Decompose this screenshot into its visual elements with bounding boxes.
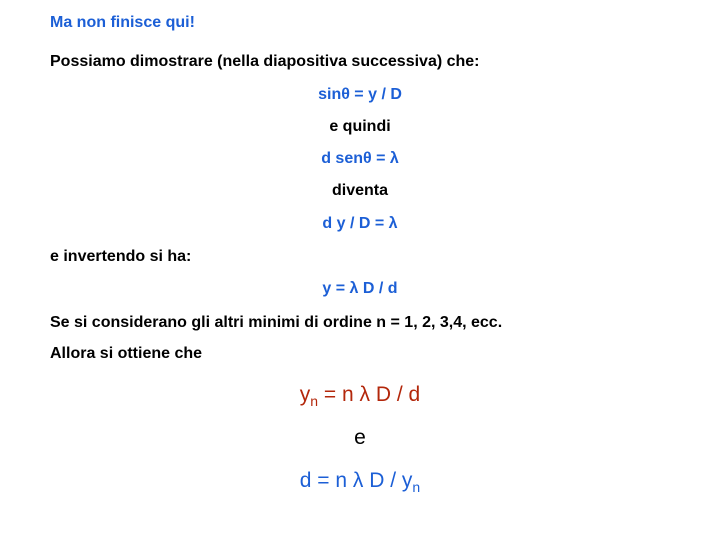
- equation-dy-over-D: d y / D = λ: [322, 215, 398, 232]
- text-invertendo: e invertendo si ha:: [50, 248, 192, 265]
- slide-heading: Ma non finisce qui!: [50, 14, 195, 31]
- equation-yn-subscript: n: [310, 393, 319, 409]
- equation-d: [0, 468, 720, 494]
- text-e: e: [354, 426, 366, 449]
- text-diventa: diventa: [331, 182, 388, 199]
- text-e-quindi: e quindi: [329, 118, 391, 135]
- text-altri-minimi: Se si considerano gli altri minimi di ordine n = 1, 2, 3,4, ecc.: [50, 314, 503, 331]
- equation-d-sen-theta: d senθ = λ: [321, 150, 399, 167]
- equation-yn-rest: = n λ D / d: [318, 383, 421, 406]
- equation-yn-base: y: [299, 383, 311, 406]
- equation-yn: [0, 382, 720, 408]
- text-allora: Allora si ottiene che: [50, 345, 203, 362]
- equation-sin-theta: sinθ = y / D: [318, 86, 402, 103]
- equation-d-subscript: n: [412, 479, 421, 495]
- equation-d-main: d = n λ D / y: [299, 469, 413, 492]
- equation-y: y = λ D / d: [322, 280, 398, 297]
- intro-text: Possiamo dimostrare (nella diapositiva successiva) che:: [50, 53, 480, 70]
